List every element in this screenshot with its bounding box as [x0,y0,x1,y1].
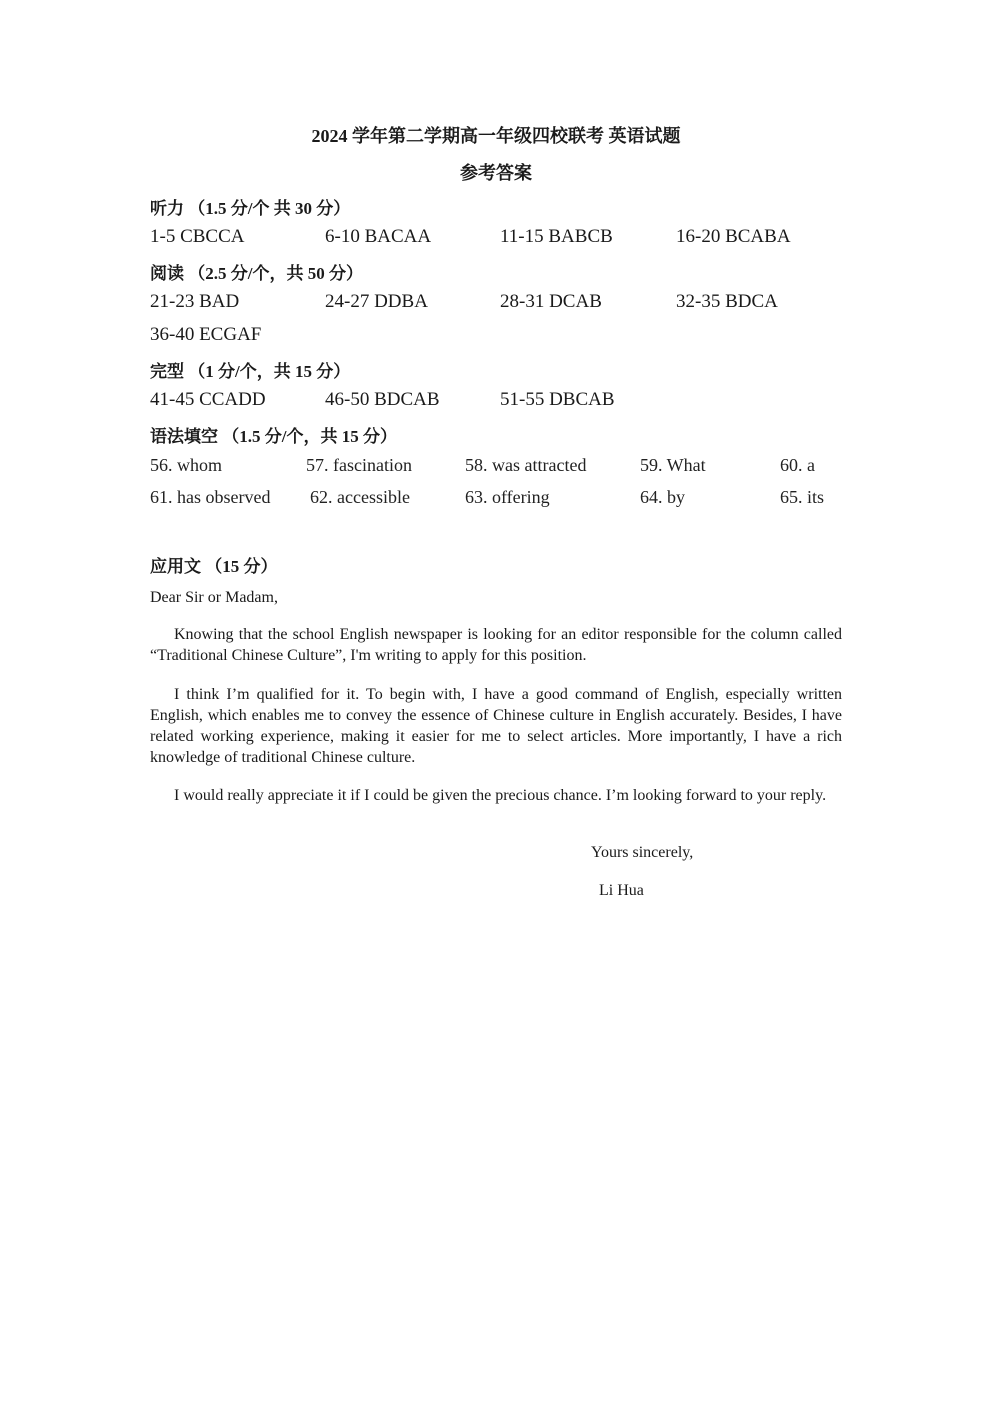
letter-paragraph-text: Knowing that the school English newspaper is looking for an editor responsible for the column called “Traditional Chinese Culture”, I'm writing to apply for this position. [150,626,842,664]
document-subtitle: 参考答案 [460,163,532,183]
answer-item: 61. has observed [150,487,271,507]
letter-paragraph [150,624,842,666]
letter-paragraph [150,684,842,768]
answer-item: 59. What [640,455,706,475]
answer-item: 56. whom [150,455,222,475]
answer-group: 32-35 BDCA [676,291,778,312]
document-title: 2024 学年第二学期高一年级四校联考 英语试题 [311,126,681,146]
letter-paragraph-text: I think I’m qualified for it. To begin with, I have a good command of English, especially written English, which enables me to convey the essence of Chinese culture in English accurately. Besides, I have related working experience, making it easier for me to select articles. More importantly, I have a rich knowledge of traditional Chinese culture. [150,686,842,766]
answer-item: 64. by [640,487,685,507]
answer-item: 58. was attracted [465,455,587,475]
grammar-heading: 语法填空 （1.5 分/个，共 15 分） [150,427,397,446]
answer-group: 16-20 BCABA [676,226,791,247]
letter-closing: Yours sincerely, [591,844,694,861]
answer-item: 57. fascination [306,455,412,475]
letter-signature: Li Hua [599,882,644,899]
answer-group: 36-40 ECGAF [150,324,262,345]
answer-item: 63. offering [465,487,550,507]
answer-item: 60. a [780,455,815,475]
answer-group: 24-27 DDBA [325,291,428,312]
answer-group: 46-50 BDCAB [325,389,440,410]
answer-group: 21-23 BAD [150,291,240,312]
answer-group: 11-15 BABCB [500,226,613,247]
letter-paragraph-text: I would really appreciate it if I could be given the precious chance. I’m looking forward to your reply. [174,787,827,804]
answer-group: 28-31 DCAB [500,291,602,312]
answer-item: 65. its [780,487,825,507]
reading-heading: 阅读 （2.5 分/个，共 50 分） [150,264,363,283]
answer-group: 51-55 DBCAB [500,389,615,410]
writing-heading: 应用文 （15 分） [150,557,278,576]
letter-paragraph [150,785,842,806]
answer-group: 41-45 CCADD [150,389,266,410]
letter-salutation: Dear Sir or Madam, [150,589,278,606]
answer-item: 62. accessible [310,487,410,507]
answer-group: 1-5 CBCCA [150,226,245,247]
answer-group: 6-10 BACAA [325,226,432,247]
cloze-heading: 完型 （1 分/个，共 15 分） [150,362,351,381]
listening-heading: 听力 （1.5 分/个 共 30 分） [150,199,351,218]
